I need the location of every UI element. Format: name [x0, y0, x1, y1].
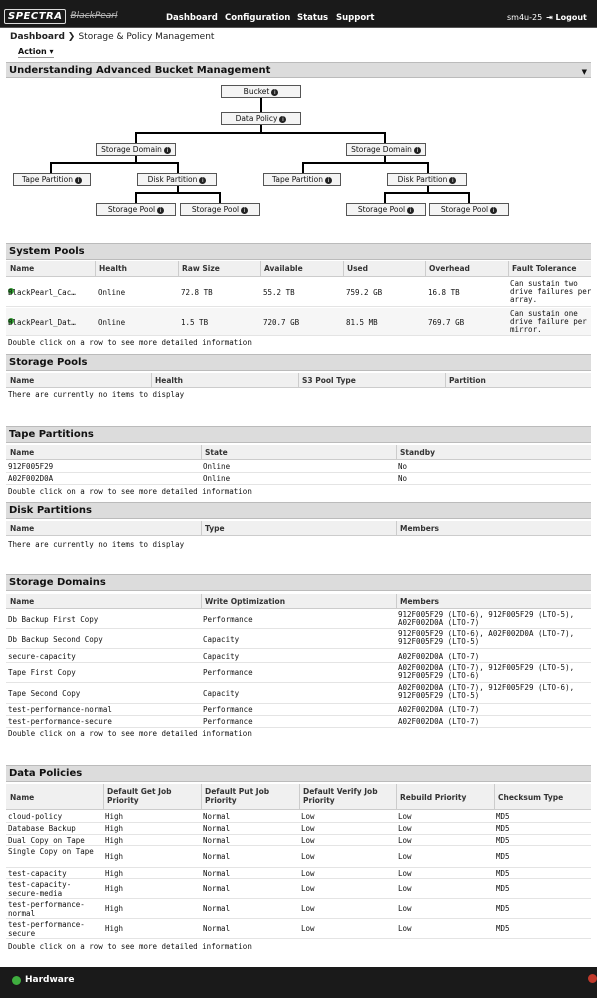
domain-name: test-performance-secure: [8, 717, 112, 726]
storage-pools-title: Storage Pools: [9, 357, 88, 368]
diagram-storage-domain-label: Storage Domain: [101, 145, 162, 154]
system-pools-header[interactable]: [6, 243, 591, 260]
diagram-storage-pool-label: Storage Pool: [357, 205, 406, 214]
diagram-data-policy[interactable]: [221, 112, 301, 125]
table-hint: Double click on a row to see more detailed information: [8, 338, 252, 347]
logout-link[interactable]: [546, 13, 587, 22]
logout-label: Logout: [555, 13, 587, 22]
policy-get-priority: High: [105, 852, 124, 861]
hardware-status[interactable]: [12, 975, 74, 985]
policy-rebuild-priority: Low: [398, 852, 412, 861]
col-default-put-job-priority[interactable]: Default Put Job Priority: [205, 787, 270, 805]
policy-put-priority: Normal: [203, 869, 231, 878]
policy-checksum: MD5: [496, 904, 510, 913]
policy-name: Dual Copy on Tape: [8, 836, 85, 845]
domain-write-optimization: Capacity: [203, 652, 240, 661]
action-menu[interactable]: [18, 47, 54, 56]
diagram-storage-domain-1[interactable]: [96, 143, 176, 156]
diagram-disk-partition-1[interactable]: [137, 173, 217, 186]
policy-rebuild-priority: Low: [398, 904, 412, 913]
col-state[interactable]: State: [205, 448, 228, 457]
disk-partitions-title: Disk Partitions: [9, 505, 92, 516]
system-pools-title: System Pools: [9, 246, 85, 257]
table-row[interactable]: [6, 879, 591, 899]
diagram-storage-pool-label: Storage Pool: [440, 205, 489, 214]
breadcrumb: [10, 32, 214, 42]
domain-members: 912F005F29 (LTO-6), A02F002D0A (LTO-7), 912F005F29 (LTO-5): [398, 629, 575, 646]
domain-members: 912F005F29 (LTO-6), 912F005F29 (LTO-5), A02F002D0A (LTO-7): [398, 610, 575, 627]
table-row[interactable]: [6, 461, 591, 473]
bucket-mgmt-header[interactable]: [6, 62, 591, 78]
info-icon[interactable]: i: [325, 177, 332, 184]
pool-raw-size: 1.5 TB: [181, 318, 209, 327]
pool-name: BlackPearl_Dat…: [8, 318, 76, 327]
product-name: BlackPearl: [70, 11, 118, 21]
breadcrumb-root[interactable]: Dashboard: [10, 32, 65, 42]
col-health[interactable]: Health: [155, 376, 183, 385]
table-row[interactable]: [6, 629, 591, 649]
partition-name: 912F005F29: [8, 462, 54, 471]
policy-name: test-capacity-secure-media: [8, 880, 72, 898]
info-icon[interactable]: i: [157, 207, 164, 214]
diagram-storage-pool-label: Storage Pool: [191, 205, 240, 214]
table-row[interactable]: [6, 846, 591, 868]
pool-available: 720.7 GB: [263, 318, 300, 327]
domain-name: test-performance-normal: [8, 705, 112, 714]
policy-put-priority: Normal: [203, 812, 231, 821]
nav-support[interactable]: Support: [336, 13, 375, 23]
policy-put-priority: Normal: [203, 904, 231, 913]
info-icon[interactable]: i: [414, 147, 421, 154]
table-row[interactable]: [6, 704, 591, 716]
col-s3-pool-type[interactable]: S3 Pool Type: [302, 376, 356, 385]
col-used[interactable]: Used: [347, 264, 369, 273]
table-row[interactable]: [6, 716, 591, 728]
policy-put-priority: Normal: [203, 836, 231, 845]
diagram-tape-partition-label: Tape Partition: [272, 175, 323, 184]
diagram-tape-partition-2[interactable]: [263, 173, 341, 186]
system-pools-column-header: [6, 261, 591, 277]
table-hint: Double click on a row to see more detailed information: [8, 487, 252, 496]
storage-pools-header[interactable]: [6, 354, 591, 371]
storage-pools-column-header: [6, 373, 591, 388]
policy-verify-priority: Low: [301, 924, 315, 933]
status-ok-icon: [12, 976, 21, 985]
diagram-tape-partition-label: Tape Partition: [22, 175, 73, 184]
storage-domains-header[interactable]: [6, 574, 591, 591]
domain-members: A02F002D0A (LTO-7): [398, 717, 480, 726]
policy-verify-priority: Low: [301, 812, 315, 821]
policy-name: test-performance-normal: [8, 900, 85, 918]
domain-members: A02F002D0A (LTO-7): [398, 652, 480, 661]
info-icon[interactable]: i: [199, 177, 206, 184]
pool-health: Online: [98, 318, 126, 327]
policy-put-priority: Normal: [203, 852, 231, 861]
col-members[interactable]: Members: [400, 597, 439, 606]
domain-members: A02F002D0A (LTO-7): [398, 705, 480, 714]
table-row[interactable]: [6, 919, 591, 939]
policy-name: test-performance-secure: [8, 920, 85, 938]
policy-put-priority: Normal: [203, 824, 231, 833]
tape-partitions-header[interactable]: [6, 426, 591, 443]
col-name[interactable]: Name: [10, 264, 35, 273]
table-row[interactable]: [6, 868, 591, 879]
table-row[interactable]: [6, 278, 591, 307]
policy-get-priority: High: [105, 924, 124, 933]
policy-rebuild-priority: Low: [398, 824, 412, 833]
col-write-optimization[interactable]: Write Optimization: [205, 597, 286, 606]
domain-name: Tape First Copy: [8, 668, 76, 677]
collapse-chevron-icon[interactable]: ▼: [581, 68, 587, 76]
diagram-bucket-label: Bucket: [243, 87, 270, 96]
diagram-storage-domain-2[interactable]: [346, 143, 426, 156]
empty-message: There are currently no items to display: [8, 390, 185, 399]
diagram-storage-domain-label: Storage Domain: [351, 145, 412, 154]
user-name[interactable]: sm4u-25: [507, 13, 543, 22]
diagram-storage-pool-4[interactable]: [429, 203, 509, 216]
policy-checksum: MD5: [496, 869, 510, 878]
policy-rebuild-priority: Low: [398, 924, 412, 933]
nav-configuration[interactable]: Configuration: [225, 13, 291, 23]
domain-write-optimization: Performance: [203, 705, 253, 714]
policy-get-priority: High: [105, 836, 124, 845]
info-icon[interactable]: i: [241, 207, 248, 214]
spectra-logo[interactable]: [4, 8, 118, 24]
storage-domains-column-header: [6, 594, 591, 609]
pool-name: BlackPearl_Cac…: [8, 288, 76, 297]
col-name[interactable]: Name: [10, 448, 35, 457]
info-icon[interactable]: i: [279, 116, 286, 123]
hardware-label: Hardware: [25, 975, 75, 985]
logo-text: SPECTRA: [4, 9, 66, 24]
logout-icon: ⇥: [546, 13, 553, 22]
disk-partitions-column-header: [6, 521, 591, 536]
policy-rebuild-priority: Low: [398, 869, 412, 878]
table-row[interactable]: [6, 823, 591, 835]
chevron-down-icon: ▾: [49, 47, 54, 56]
partition-state: Online: [203, 474, 231, 483]
pool-overhead: 769.7 GB: [428, 318, 465, 327]
info-icon[interactable]: i: [164, 147, 171, 154]
info-icon[interactable]: i: [449, 177, 456, 184]
policy-checksum: MD5: [496, 824, 510, 833]
policy-rebuild-priority: Low: [398, 884, 412, 893]
action-menu-label: Action: [18, 47, 47, 56]
bucket-mgmt-title: Understanding Advanced Bucket Management: [9, 65, 271, 76]
partition-standby: No: [398, 474, 408, 483]
col-default-verify-job-priority[interactable]: Default Verify Job Priority: [303, 787, 378, 805]
col-type[interactable]: Type: [205, 524, 225, 533]
alert-icon[interactable]: [588, 974, 597, 983]
domain-name: Db Backup First Copy: [8, 615, 99, 624]
nav-status[interactable]: Status: [297, 13, 329, 23]
data-policies-column-header: [6, 784, 591, 810]
policy-get-priority: High: [105, 884, 124, 893]
diagram-disk-partition-label: Disk Partition: [147, 175, 198, 184]
table-row[interactable]: [6, 308, 591, 336]
col-overhead[interactable]: Overhead: [429, 264, 470, 273]
diagram-tape-partition-1[interactable]: [13, 173, 91, 186]
nav-dashboard[interactable]: Dashboard: [166, 13, 218, 23]
tape-partitions-column-header: [6, 445, 591, 460]
breadcrumb-separator-icon: ❯: [67, 32, 79, 42]
col-checksum-type[interactable]: Checksum Type: [498, 793, 564, 802]
diagram-bucket[interactable]: [221, 85, 301, 98]
table-hint: Double click on a row to see more detailed information: [8, 942, 252, 951]
policy-get-priority: High: [105, 904, 124, 913]
policy-name: cloud-policy: [8, 812, 63, 821]
policy-rebuild-priority: Low: [398, 836, 412, 845]
table-row[interactable]: [6, 835, 591, 846]
empty-message: There are currently no items to display: [8, 540, 185, 549]
domain-write-optimization: Capacity: [203, 635, 240, 644]
breadcrumb-current: Storage & Policy Management: [78, 32, 215, 42]
col-fault-tolerance[interactable]: Fault Tolerance: [512, 264, 577, 273]
policy-get-priority: High: [105, 824, 124, 833]
diagram-disk-partition-label: Disk Partition: [397, 175, 448, 184]
data-policies-title: Data Policies: [9, 768, 83, 779]
policy-checksum: MD5: [496, 924, 510, 933]
pool-available: 55.2 TB: [263, 288, 295, 297]
policy-checksum: MD5: [496, 852, 510, 861]
domain-name: Db Backup Second Copy: [8, 635, 103, 644]
partition-name: A02F002D0A: [8, 474, 54, 483]
policy-verify-priority: Low: [301, 852, 315, 861]
policy-checksum: MD5: [496, 812, 510, 821]
table-row[interactable]: [6, 610, 591, 629]
col-name[interactable]: Name: [10, 597, 35, 606]
partition-standby: No: [398, 462, 408, 471]
domain-write-optimization: Capacity: [203, 689, 240, 698]
footer-bar: [0, 967, 597, 998]
policy-name: Database Backup: [8, 824, 76, 833]
pool-health: Online: [98, 288, 126, 297]
col-members[interactable]: Members: [400, 524, 439, 533]
policy-name: test-capacity: [8, 869, 67, 878]
col-partition[interactable]: Partition: [449, 376, 486, 385]
table-row[interactable]: [6, 683, 591, 704]
domain-members: A02F002D0A (LTO-7), 912F005F29 (LTO-5), 912F005F29 (LTO-6): [398, 663, 575, 680]
domain-write-optimization: Performance: [203, 668, 253, 677]
col-raw-size[interactable]: Raw Size: [182, 264, 220, 273]
table-hint: Double click on a row to see more detailed information: [8, 729, 252, 738]
table-row[interactable]: [6, 473, 591, 485]
pool-fault-tolerance: Can sustain one drive failure per mirror.: [510, 309, 587, 334]
policy-checksum: MD5: [496, 884, 510, 893]
pool-used: 81.5 MB: [346, 318, 378, 327]
pool-used: 759.2 GB: [346, 288, 383, 297]
domain-write-optimization: Performance: [203, 615, 253, 624]
info-icon[interactable]: i: [490, 207, 497, 214]
partition-state: Online: [203, 462, 231, 471]
info-icon[interactable]: i: [407, 207, 414, 214]
col-name[interactable]: Name: [10, 793, 35, 802]
policy-verify-priority: Low: [301, 824, 315, 833]
col-health[interactable]: Health: [99, 264, 127, 273]
diagram-storage-pool-label: Storage Pool: [107, 205, 156, 214]
table-row[interactable]: [6, 663, 591, 683]
policy-verify-priority: Low: [301, 836, 315, 845]
col-rebuild-priority[interactable]: Rebuild Priority: [400, 793, 467, 802]
pool-fault-tolerance: Can sustain two drive failures per array.: [510, 279, 592, 304]
col-name[interactable]: Name: [10, 376, 35, 385]
tape-partitions-title: Tape Partitions: [9, 429, 94, 440]
info-icon[interactable]: i: [271, 89, 278, 96]
table-row[interactable]: [6, 899, 591, 919]
policy-get-priority: High: [105, 869, 124, 878]
policy-verify-priority: Low: [301, 869, 315, 878]
col-name[interactable]: Name: [10, 524, 35, 533]
table-row[interactable]: [6, 811, 591, 823]
policy-put-priority: Normal: [203, 924, 231, 933]
policy-checksum: MD5: [496, 836, 510, 845]
policy-get-priority: High: [105, 812, 124, 821]
data-policies-header[interactable]: [6, 765, 591, 782]
diagram-storage-pool-3[interactable]: [346, 203, 426, 216]
policy-verify-priority: Low: [301, 884, 315, 893]
policy-name: Single Copy on Tape: [8, 847, 94, 856]
policy-put-priority: Normal: [203, 884, 231, 893]
col-available[interactable]: Available: [264, 264, 303, 273]
diagram-data-policy-label: Data Policy: [235, 114, 278, 123]
diagram-disk-partition-2[interactable]: [387, 173, 467, 186]
pool-raw-size: 72.8 TB: [181, 288, 213, 297]
domain-members: A02F002D0A (LTO-7), 912F005F29 (LTO-6), 912F005F29 (LTO-5): [398, 683, 575, 700]
col-default-get-job-priority[interactable]: Default Get Job Priority: [107, 787, 172, 805]
col-standby[interactable]: Standby: [400, 448, 436, 457]
domain-name: Tape Second Copy: [8, 689, 81, 698]
info-icon[interactable]: i: [75, 177, 82, 184]
pool-overhead: 16.8 TB: [428, 288, 460, 297]
domain-write-optimization: Performance: [203, 717, 253, 726]
policy-verify-priority: Low: [301, 904, 315, 913]
diagram-storage-pool-2[interactable]: [180, 203, 260, 216]
table-row[interactable]: [6, 650, 591, 663]
disk-partitions-header[interactable]: [6, 502, 591, 519]
diagram-storage-pool-1[interactable]: [96, 203, 176, 216]
storage-domains-title: Storage Domains: [9, 577, 106, 588]
domain-name: secure-capacity: [8, 652, 76, 661]
policy-rebuild-priority: Low: [398, 812, 412, 821]
